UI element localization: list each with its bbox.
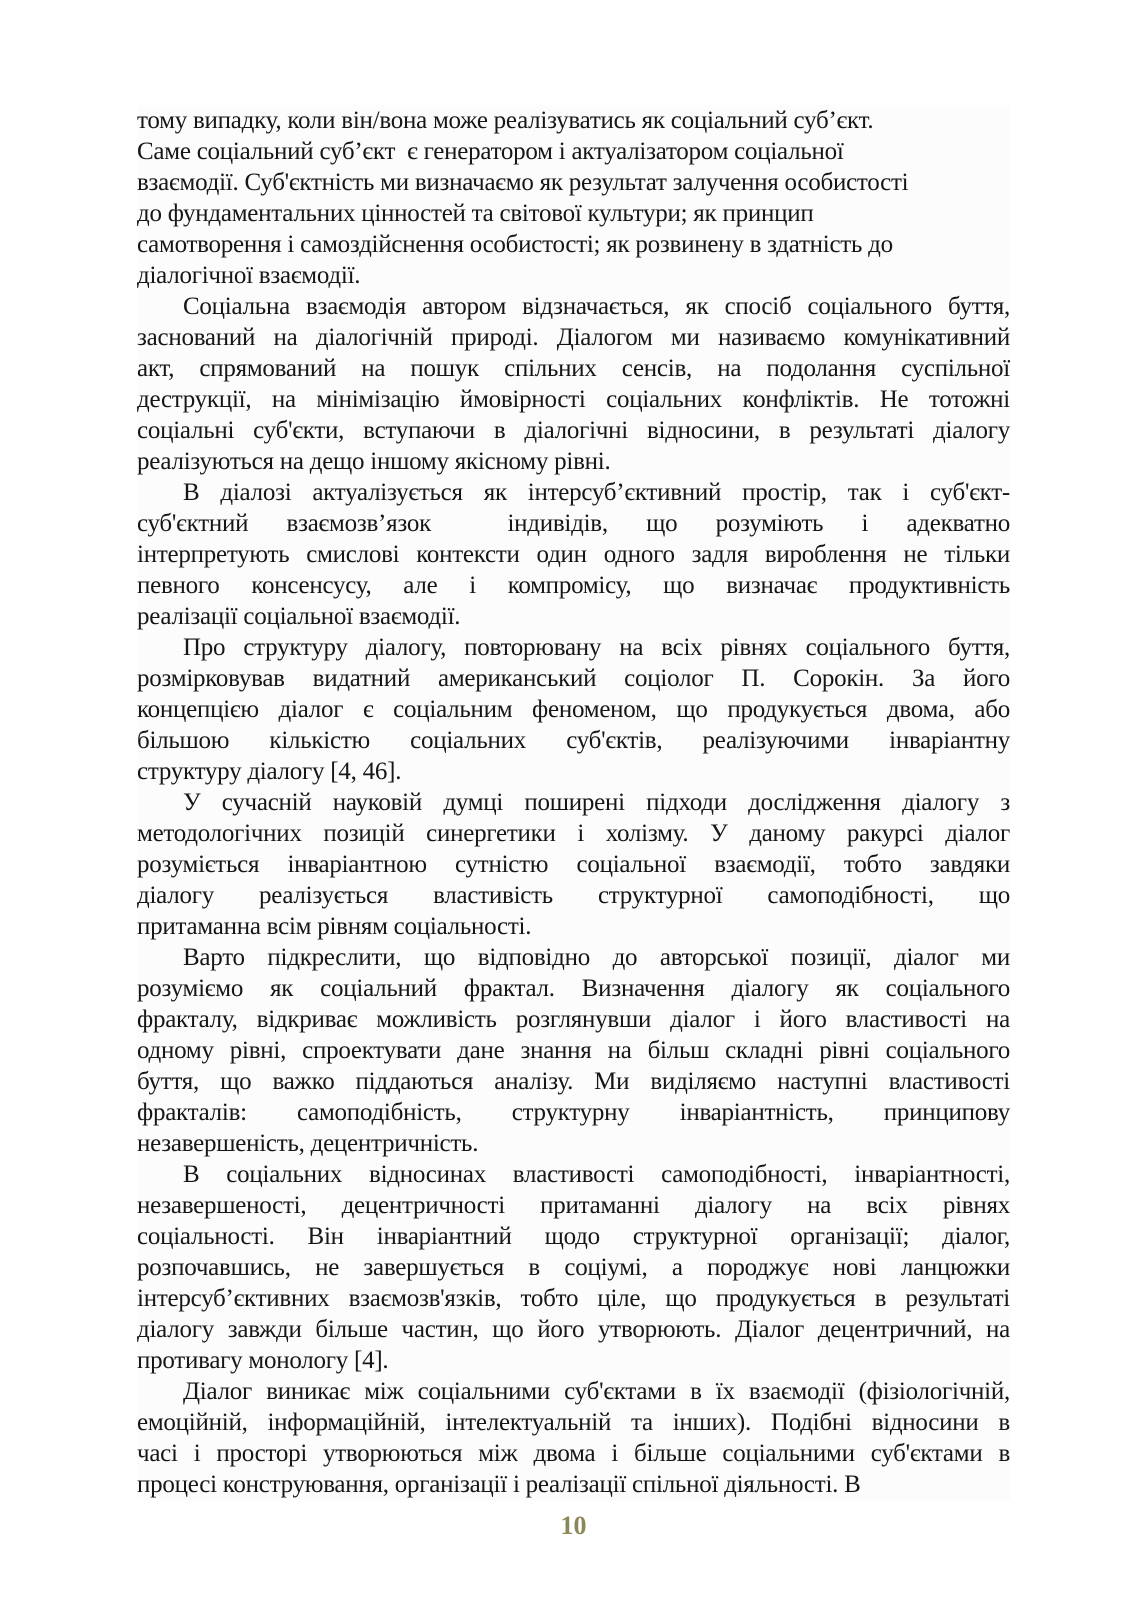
text-line: концепцією діалог є соціальним феноменом, що продукується двома, або	[137, 696, 1010, 723]
paragraph	[137, 787, 1010, 942]
text-line: інтерсуб’єктивних взаємозв'язків, тобто ціле, що продукується в результаті	[137, 1285, 1010, 1312]
paragraph	[137, 477, 1010, 632]
text-line: діалогу реалізується властивість структурної самоподібності, що	[137, 882, 1010, 909]
text-line: суб'єктний взаємозв’язок індивідів, що розуміють і адекватно	[137, 510, 1010, 537]
text-line: притаманна всім рівням соціальності.	[137, 911, 1010, 942]
text-line: Соціальна взаємодія автором відзначається, як спосіб соціального буття,	[137, 291, 1010, 322]
paragraph	[137, 105, 1010, 291]
text-line: одному рівні, спроектувати дане знання на більш складні рівні соціального	[137, 1037, 1010, 1064]
text-line: реалізуються на дещо іншому якісному рівні.	[137, 446, 1010, 477]
text-line: розуміється інваріантною сутністю соціальної взаємодії, тобто завдяки	[137, 851, 1010, 878]
text-line: діалогу завжди більше частин, що його утворюють. Діалог децентричний, на	[137, 1316, 1010, 1343]
text-line: часі і просторі утворюються між двома і більше соціальними суб'єктами в	[137, 1440, 1010, 1467]
paragraph	[137, 1376, 1010, 1500]
text-line: Варто підкреслити, що відповідно до авторської позиції, діалог ми	[137, 942, 1010, 973]
text-line: діалогічної взаємодії.	[137, 260, 1010, 291]
text-line: реалізації соціальної взаємодії.	[137, 601, 1010, 632]
text-line: В соціальних відносинах властивості самоподібності, інваріантності,	[137, 1159, 1010, 1190]
page-number: 10	[560, 1511, 587, 1540]
text-line: емоційній, інформаційній, інтелектуальній та інших). Подібні відносини в	[137, 1409, 1010, 1436]
paragraph	[137, 942, 1010, 1159]
text-line: розпочавшись, не завершується в соціумі, а породжує нові ланцюжки	[137, 1254, 1010, 1281]
text-line: процесі конструювання, організації і реалізації спільної діяльності. В	[137, 1469, 1010, 1500]
text-line: заснований на діалогічній природі. Діалогом ми називаємо комунікативний	[137, 324, 1010, 351]
text-line: розмірковував видатний американський соціолог П. Сорокін. За його	[137, 665, 1010, 692]
text-line: більшою кількістю соціальних суб'єктів, реалізуючими інваріантну	[137, 727, 1010, 754]
text-line: взаємодії. Суб'єктність ми визначаємо як результат залучення особистості	[137, 167, 1010, 198]
text-line: структуру діалогу [4, 46].	[137, 756, 1010, 787]
text-line: буття, що важко піддаються аналізу. Ми виділяємо наступні властивості	[137, 1068, 1010, 1095]
text-line: соціальності. Він інваріантний щодо структурної організації; діалог,	[137, 1223, 1010, 1250]
text-line: методологічних позицій синергетики і холізму. У даному ракурсі діалог	[137, 820, 1010, 847]
text-line: Діалог виникає між соціальними суб'єктами в їх взаємодії (фізіологічній,	[137, 1376, 1010, 1407]
text-line: до фундаментальних цінностей та світової культури; як принцип	[137, 198, 1010, 229]
text-line: незавершеності, децентричності притаманні діалогу на всіх рівнях	[137, 1192, 1010, 1219]
text-line: розуміємо як соціальний фрактал. Визначення діалогу як соціального	[137, 975, 1010, 1002]
text-line: акт, спрямований на пошук спільних сенсів, на подолання суспільної	[137, 355, 1010, 382]
text-line: фракталів: самоподібність, структурну інваріантність, принципову	[137, 1099, 1010, 1126]
text-line: фракталу, відкриває можливість розглянувши діалог і його властивості на	[137, 1006, 1010, 1033]
text-line: інтерпретують смислові контексти один одного задля вироблення не тільки	[137, 541, 1010, 568]
text-block	[137, 105, 1010, 1541]
text-line: деструкції, на мінімізацію ймовірності соціальних конфліктів. Не тотожні	[137, 386, 1010, 413]
paragraph	[137, 291, 1010, 477]
text-line: Саме соціальний суб’єкт є генератором і актуалізатором соціальної	[137, 136, 1010, 167]
paragraph	[137, 632, 1010, 787]
text-line: самотворення і самоздійснення особистості; як розвинену в здатність до	[137, 229, 1010, 260]
text-line: противагу монологу [4].	[137, 1345, 1010, 1376]
text-line: У сучасній науковій думці поширені підходи дослідження діалогу з	[137, 787, 1010, 818]
text-line: соціальні суб'єкти, вступаючи в діалогічні відносини, в результаті діалогу	[137, 417, 1010, 444]
text-line: певного консенсусу, але і компромісу, що визначає продуктивність	[137, 572, 1010, 599]
text-line: Про структуру діалогу, повторювану на всіх рівнях соціального буття,	[137, 632, 1010, 663]
paragraph	[137, 1159, 1010, 1376]
text-line: незавершеність, децентричність.	[137, 1128, 1010, 1159]
text-line: В діалозі актуалізується як інтерсуб’єктивний простір, так і суб'єкт-	[137, 477, 1010, 508]
text-line: тому випадку, коли він/вона може реалізуватись як соціальний суб’єкт.	[137, 105, 1010, 136]
